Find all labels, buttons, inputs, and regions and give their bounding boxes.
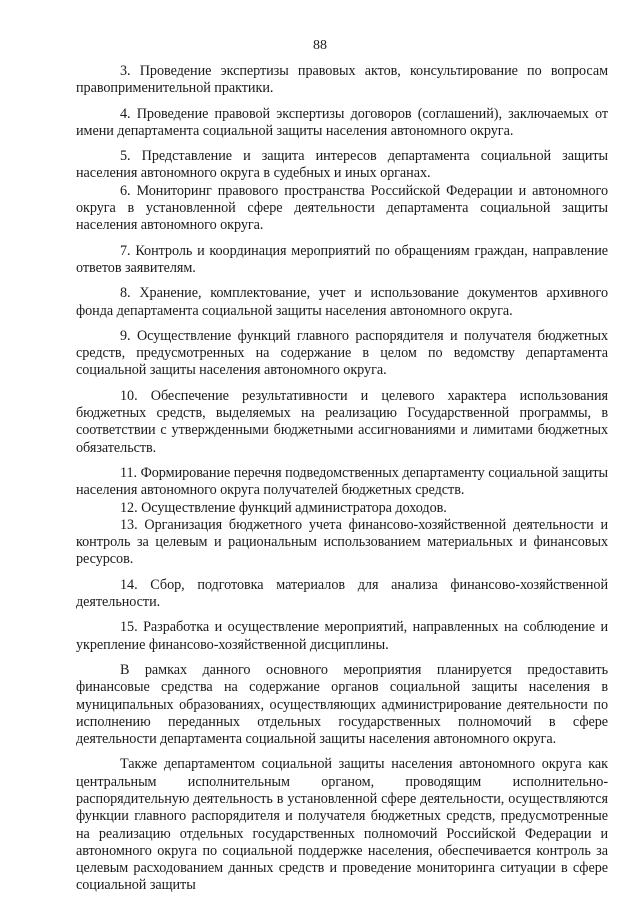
paragraph-item-9: 9. Осуществление функций главного распорядителя и получателя бюджетных средств, предусмотренных на содержание в целом по ведомству департамента социальной защиты населения автономного округа. xyxy=(76,327,608,379)
paragraph-item-3: 3. Проведение экспертизы правовых актов, консультирование по вопросам правоприменительной практики. xyxy=(76,63,608,97)
paragraph-item-15: 15. Разработка и осуществление мероприятий, направленных на соблюдение и укрепление финансово-хозяйственной дисциплины. xyxy=(76,619,608,653)
page-number: 88 xyxy=(313,38,327,53)
paragraph-item-7: 7. Контроль и координация мероприятий по обращениям граждан, направление ответов заявителям. xyxy=(76,242,608,276)
paragraph-item-14: 14. Сбор, подготовка материалов для анализа финансово-хозяйственной деятельности. xyxy=(76,576,608,611)
paragraph-item-11: 11. Формирование перечня подведомственных департаменту социальной защиты населения автономного округа получателей бюджетных средств. xyxy=(76,464,608,499)
paragraph-department-functions: Также департаментом социальной защиты населения автономного округа как центральным исполнительным органом, проводящим исполнительно-распорядительную деятельность в установленной сфере деятельности, осуществляются функции главного распорядителя и получателя бюджетных средств, предусмотренные на реализацию отдельных государственных полномочий Российской Федерации и автономного округа по социальной поддержке населения, обеспечивается контроль за целевым расходованием данных средств и проведение мониторинга ситуации в сфере социальной защиты xyxy=(76,756,608,894)
paragraph-item-8: 8. Хранение, комплектование, учет и использование документов архивного фонда департамента социальной защиты населения автономного округа. xyxy=(76,285,608,319)
paragraph-item-13: 13. Организация бюджетного учета финансово-хозяйственной деятельности и контроль за целевым и рациональным использованием материальных и финансовых ресурсов. xyxy=(76,516,608,568)
paragraph-financing: В рамках данного основного мероприятия планируется предоставить финансовые средства на содержание органов социальной защиты населения в муниципальных образованиях, осуществляющих администрирование деятельности по исполнению переданных отдельных государственных полномочий в сфере деятельности департамента социальной защиты населения автономного округа. xyxy=(76,661,608,748)
paragraph-item-6: 6. Мониторинг правового пространства Российской Федерации и автономного округа в установленной сфере деятельности департамента социальной защиты населения автономного округа. xyxy=(76,182,608,234)
paragraph-item-10: 10. Обеспечение результативности и целевого характера использования бюджетных средств, выделяемых на реализацию Государственной программы, в соответствии с утвержденными бюджетными ассигнованиями и лимитами бюджетных обязательств. xyxy=(76,387,608,456)
document-body xyxy=(76,63,608,895)
paragraph-item-12: 12. Осуществление функций администратора доходов. xyxy=(120,499,447,516)
paragraph-item-4: 4. Проведение правовой экспертизы договоров (соглашений), заключаемых от имени департамента социальной защиты населения автономного округа. xyxy=(76,105,608,139)
paragraph-item-5: 5. Представление и защита интересов департамента социальной защиты населения автономного округа в судебных и иных органах. xyxy=(76,148,608,182)
